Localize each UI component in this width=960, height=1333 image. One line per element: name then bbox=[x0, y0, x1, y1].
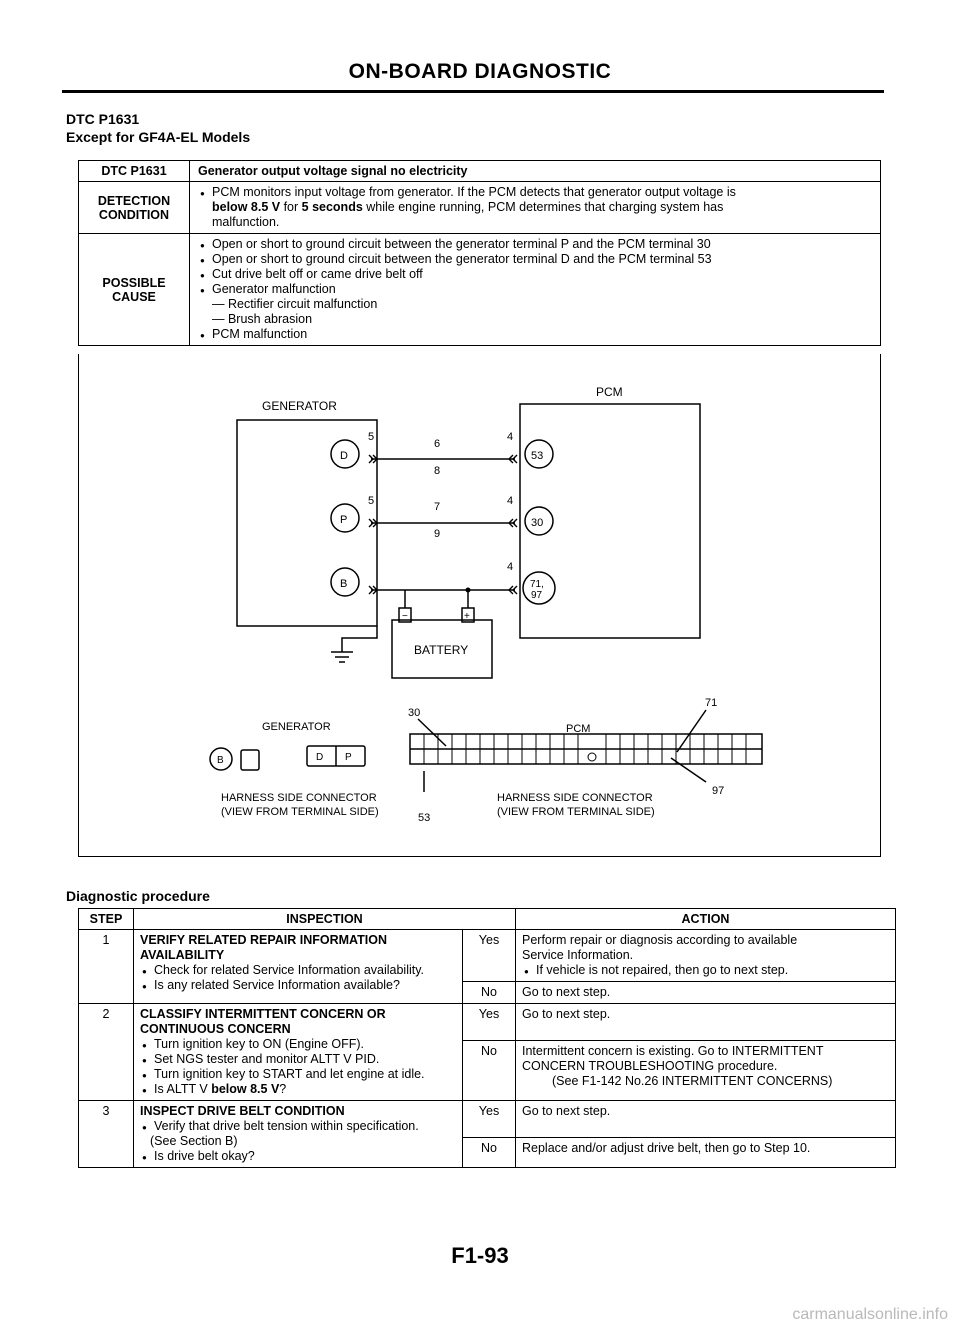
generator-label: GENERATOR bbox=[262, 399, 337, 413]
dtc-models: Except for GF4A-EL Models bbox=[66, 129, 251, 145]
possible-causes bbox=[190, 234, 881, 346]
inspection-item: ● Is drive belt okay? bbox=[154, 1149, 456, 1164]
no-action bbox=[516, 1041, 896, 1101]
inspection-item: ● Turn ignition key to ON (Engine OFF). bbox=[154, 1037, 456, 1052]
conn-b: B bbox=[217, 755, 224, 766]
inspection-item: ● Set NGS tester and monitor ALTT V PID. bbox=[154, 1052, 456, 1067]
header-action: ACTION bbox=[516, 909, 896, 930]
conn-pcm-label: PCM bbox=[566, 723, 591, 735]
yes-label: Yes bbox=[463, 1101, 516, 1138]
cause-item: ● PCM malfunction bbox=[212, 327, 872, 342]
procedure-title: Diagnostic procedure bbox=[66, 888, 210, 904]
cause-item: ● Open or short to ground circuit between the generator terminal D and the PCM terminal 53 bbox=[212, 252, 872, 267]
dtc-label-cell: DTC P1631 bbox=[79, 161, 190, 182]
pin-30: 30 bbox=[408, 707, 421, 719]
terminal-30: 30 bbox=[531, 517, 544, 529]
cause-item: ● Cut drive belt off or came drive belt off bbox=[212, 267, 872, 282]
no-action: Go to next step. bbox=[516, 982, 896, 1004]
yes-action: Go to next step. bbox=[516, 1101, 896, 1138]
detection-label-cell bbox=[79, 182, 190, 234]
pcm-label: PCM bbox=[596, 385, 623, 399]
header-inspection: INSPECTION bbox=[134, 909, 516, 930]
header-step: STEP bbox=[79, 909, 134, 930]
step-inspection bbox=[134, 1004, 463, 1101]
step-inspection bbox=[134, 1101, 463, 1168]
terminal-97: 97 bbox=[531, 590, 543, 601]
page-title: ON-BOARD DIAGNOSTIC bbox=[348, 60, 612, 83]
terminal-b: B bbox=[340, 578, 348, 590]
cause-label-cell bbox=[79, 234, 190, 346]
inspection-item: ● Turn ignition key to START and let engine at idle. bbox=[154, 1067, 456, 1082]
step-title-1: VERIFY RELATED REPAIR INFORMATION bbox=[140, 933, 387, 947]
connector-number: 7 bbox=[434, 501, 441, 513]
pin-97: 97 bbox=[712, 785, 725, 797]
inspection-item: ● Check for related Service Information availability. bbox=[154, 963, 456, 978]
dtc-description: Generator output voltage signal no electricity bbox=[190, 161, 881, 182]
generator-box bbox=[237, 420, 377, 626]
battery-label: BATTERY bbox=[414, 643, 469, 657]
cause-label-2: CAUSE bbox=[112, 289, 156, 304]
detection-line-2: while engine running, PCM determines that charging system has bbox=[362, 200, 724, 214]
inspection-item: ● Is any related Service Information available? bbox=[154, 978, 456, 993]
conn-p: P bbox=[345, 752, 352, 763]
inspection-ref: (See Section B) bbox=[150, 1134, 238, 1148]
conn-generator-label: GENERATOR bbox=[262, 721, 331, 733]
detection-duration: 5 seconds bbox=[301, 200, 363, 214]
yes-label: Yes bbox=[463, 1004, 516, 1041]
dtc-info-table bbox=[78, 160, 881, 346]
step-title-1: CLASSIFY INTERMITTENT CONCERN OR bbox=[140, 1007, 386, 1021]
no-label: No bbox=[463, 982, 516, 1004]
connector-number: 8 bbox=[434, 465, 441, 477]
yes-action: Go to next step. bbox=[516, 1004, 896, 1041]
no-action: Replace and/or adjust drive belt, then go to Step 10. bbox=[516, 1138, 896, 1168]
watermark: carmanualsonline.info bbox=[792, 1306, 948, 1323]
step-title-2: CONTINUOUS CONCERN bbox=[140, 1022, 291, 1036]
terminal-d: D bbox=[340, 450, 348, 462]
battery-neg: − bbox=[402, 611, 408, 622]
procedure-table bbox=[78, 908, 896, 1168]
detection-line-3: malfunction. bbox=[212, 215, 280, 229]
terminal-53: 53 bbox=[531, 450, 544, 462]
no-label: No bbox=[463, 1138, 516, 1168]
cause-item: ● Open or short to ground circuit between the generator terminal P and the PCM terminal 30 bbox=[212, 237, 872, 252]
yes-action-2: Service Information. bbox=[522, 948, 634, 962]
connector-number: 9 bbox=[434, 528, 441, 540]
cause-subitem: — Rectifier circuit malfunction bbox=[212, 297, 378, 311]
step-title-2: AVAILABILITY bbox=[140, 948, 225, 962]
pin-71: 71 bbox=[705, 697, 718, 709]
step-title-1: INSPECT DRIVE BELT CONDITION bbox=[140, 1104, 345, 1118]
yes-action-1: Perform repair or diagnosis according to available bbox=[522, 933, 798, 947]
connector-number: 4 bbox=[507, 495, 514, 507]
dtc-code: DTC P1631 bbox=[66, 111, 140, 127]
terminal-p: P bbox=[340, 514, 348, 526]
harness-left-2: (VIEW FROM TERMINAL SIDE) bbox=[221, 806, 379, 818]
yes-action bbox=[516, 930, 896, 982]
detection-condition bbox=[190, 182, 881, 234]
cause-label-1: POSSIBLE bbox=[102, 275, 166, 290]
no-action-3: (See F1-142 No.26 INTERMITTENT CONCERNS) bbox=[552, 1074, 833, 1088]
item-threshold: below 8.5 V bbox=[211, 1082, 280, 1096]
harness-right-1: HARNESS SIDE CONNECTOR bbox=[497, 792, 653, 804]
no-action-1: Intermittent concern is existing. Go to INTERMITTENT bbox=[522, 1044, 824, 1058]
no-action-2: CONCERN TROUBLESHOOTING procedure. bbox=[522, 1059, 778, 1073]
terminal-71: 71, bbox=[530, 579, 544, 590]
detection-threshold: below 8.5 V bbox=[212, 200, 281, 214]
connector-number: 6 bbox=[434, 438, 441, 450]
yes-action-3: ● If vehicle is not repaired, then go to next step. bbox=[536, 963, 889, 978]
wiring-diagram bbox=[79, 354, 882, 857]
cause-subitem: — Brush abrasion bbox=[212, 312, 313, 326]
item-text-a: Is ALTT V bbox=[154, 1082, 212, 1096]
cause-item: ● Generator malfunction bbox=[212, 282, 872, 297]
harness-left-1: HARNESS SIDE CONNECTOR bbox=[221, 792, 377, 804]
detection-label-1: DETECTION bbox=[97, 193, 171, 208]
step-number: 3 bbox=[79, 1101, 134, 1168]
step-inspection bbox=[134, 930, 463, 1004]
pcm-box bbox=[520, 404, 700, 638]
yes-label: Yes bbox=[463, 930, 516, 982]
harness-right-2: (VIEW FROM TERMINAL SIDE) bbox=[497, 806, 655, 818]
wiring-diagram-box bbox=[78, 354, 881, 857]
connector-number: 4 bbox=[507, 431, 514, 443]
item-text-c: ? bbox=[279, 1082, 287, 1096]
step-number: 2 bbox=[79, 1004, 134, 1101]
dtc-heading bbox=[66, 110, 250, 146]
pin-53: 53 bbox=[418, 812, 431, 824]
title-rule bbox=[62, 90, 884, 93]
detection-line-1: PCM monitors input voltage from generator. If the PCM detects that generator output voltage is bbox=[212, 185, 736, 199]
connector-number: 5 bbox=[368, 431, 375, 443]
detection-for: for bbox=[280, 200, 302, 214]
detection-item bbox=[212, 185, 872, 230]
no-label: No bbox=[463, 1041, 516, 1101]
page-number: F1-93 bbox=[451, 1243, 509, 1268]
connector-number: 4 bbox=[507, 561, 514, 573]
detection-label-2: CONDITION bbox=[98, 207, 170, 222]
inspection-item bbox=[154, 1082, 456, 1097]
battery-pos: + bbox=[464, 611, 470, 622]
conn-d: D bbox=[316, 752, 324, 763]
inspection-item: ● Verify that drive belt tension within specification. bbox=[154, 1119, 456, 1134]
step-number: 1 bbox=[79, 930, 134, 1004]
connector-number: 5 bbox=[368, 495, 375, 507]
